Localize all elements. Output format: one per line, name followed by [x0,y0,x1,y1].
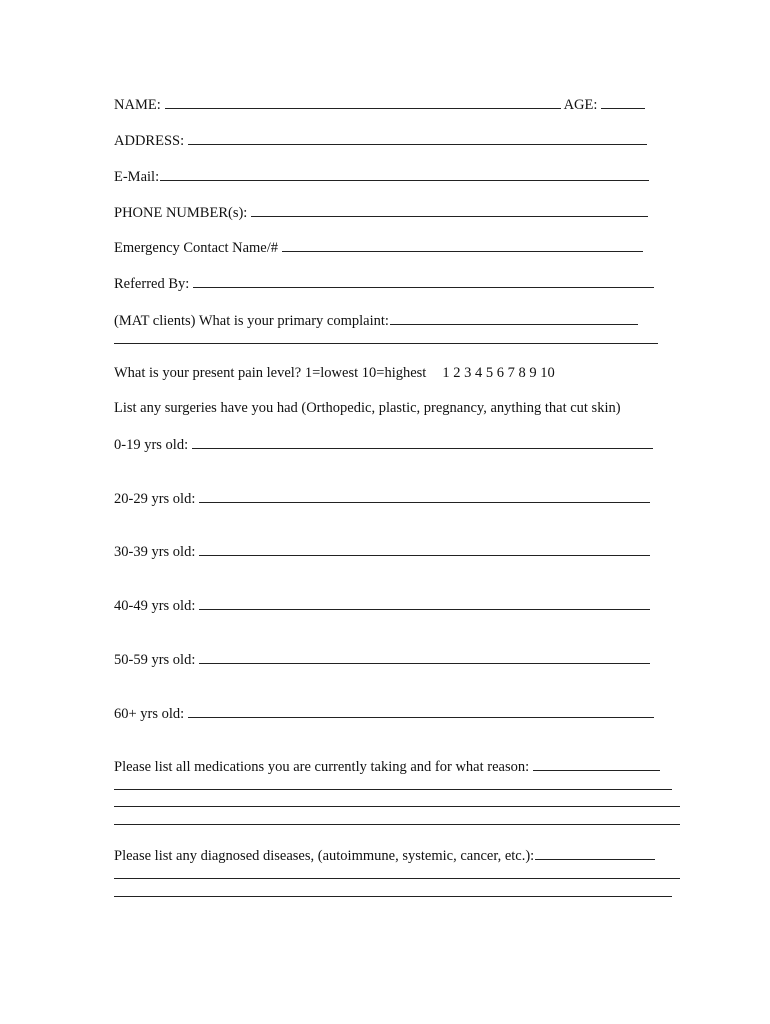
medications-line-3[interactable] [114,806,680,807]
referred-by-field[interactable] [193,274,654,288]
age-label: AGE: [563,97,598,113]
pain-scale[interactable]: 1 2 3 4 5 6 7 8 9 10 [442,365,555,381]
complaint-label: (MAT clients) What is your primary complaint: [114,313,389,329]
pain-level-label: What is your present pain level? 1=lowest 10=highest [114,365,427,381]
name-label: NAME: [114,97,161,113]
phone-row [114,203,648,222]
phone-field[interactable] [251,203,648,217]
surgeries-heading [114,399,621,417]
email-label: E-Mail: [114,169,160,185]
diseases-line-3[interactable] [114,896,672,897]
surgeries-field-0-19[interactable] [192,435,653,449]
address-field[interactable] [188,131,647,145]
email-field[interactable] [160,167,649,181]
address-label: ADDRESS: [114,133,185,149]
medications-line-2[interactable] [114,789,672,790]
emergency-contact-label: Emergency Contact Name/# [114,240,279,256]
surgeries-age-row-20-29 [114,489,650,508]
surgeries-field-60-plus[interactable] [188,704,654,718]
address-row [114,131,647,150]
diseases-label: Please list any diagnosed diseases, (autoimmune, systemic, cancer, etc.): [114,848,535,864]
referred-by-row [114,274,654,293]
complaint-field[interactable] [390,311,638,325]
referred-by-label: Referred By: [114,276,190,292]
diseases-row [114,846,655,865]
age-range-label: 20-29 yrs old: [114,491,196,507]
age-range-label: 50-59 yrs old: [114,652,196,668]
surgeries-label: List any surgeries have you had (Orthopedic, plastic, pregnancy, anything that cut skin) [114,400,621,416]
age-range-label: 0-19 yrs old: [114,437,189,453]
emergency-contact-field[interactable] [282,238,643,252]
surgeries-field-20-29[interactable] [199,489,650,503]
diseases-field[interactable] [535,846,655,860]
age-field[interactable] [601,95,645,109]
surgeries-age-row-40-49 [114,596,650,615]
complaint-row [114,311,638,330]
age-range-label: 60+ yrs old: [114,706,185,722]
surgeries-field-50-59[interactable] [199,650,650,664]
surgeries-field-40-49[interactable] [199,596,650,610]
pain-level-row [114,364,555,382]
emergency-contact-row [114,238,643,257]
medications-field[interactable] [533,757,660,771]
diseases-line-2[interactable] [114,878,680,879]
age-range-label: 30-39 yrs old: [114,544,196,560]
email-row [114,167,649,186]
complaint-field-continued[interactable] [114,343,658,344]
surgeries-age-row-0-19 [114,435,653,454]
medications-label: Please list all medications you are currently taking and for what reason: [114,759,530,775]
name-age-row [114,95,645,114]
surgeries-age-row-50-59 [114,650,650,669]
surgeries-age-row-60-plus [114,704,654,723]
surgeries-age-row-30-39 [114,542,650,561]
age-range-label: 40-49 yrs old: [114,598,196,614]
name-field[interactable] [165,95,561,109]
medications-line-4[interactable] [114,824,680,825]
surgeries-field-30-39[interactable] [199,542,650,556]
medications-row [114,757,660,776]
phone-label: PHONE NUMBER(s): [114,205,248,221]
